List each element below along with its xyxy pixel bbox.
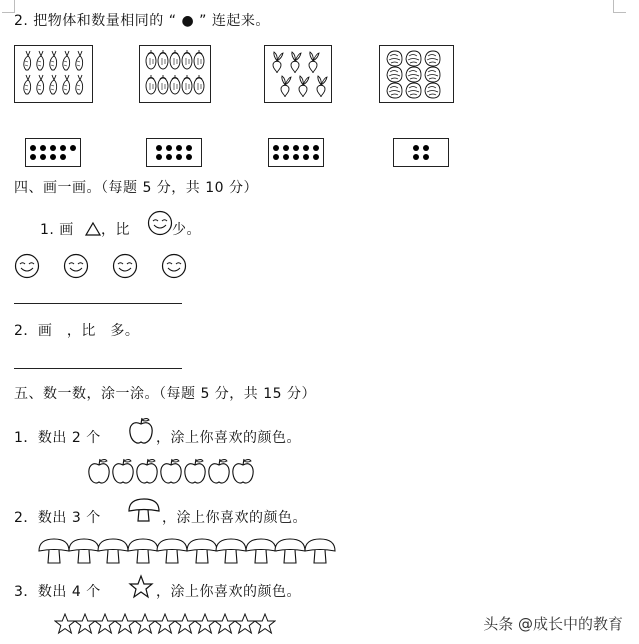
mushroom-row — [38, 537, 338, 567]
dot-group — [156, 145, 192, 160]
smiley-face-icon — [63, 253, 89, 279]
s5-q1-suffix: ，涂上你喜欢的颜色。 — [156, 430, 301, 446]
dot — [40, 154, 46, 160]
dot-box-2 — [146, 138, 202, 167]
s4-q1-end: 少。 — [172, 222, 201, 238]
radish-icon — [273, 52, 283, 73]
eggplant-icon — [158, 75, 168, 94]
mushroom-icon — [245, 537, 277, 567]
cabbage-icon — [406, 83, 421, 98]
radish-icon-group — [265, 46, 331, 102]
dot — [156, 154, 162, 160]
dot — [156, 145, 162, 151]
s4-q2-text: 2．画 ，比 多。 — [14, 323, 140, 339]
section5-header: 五、数一数，涂一涂。（每题 5 分，共 15 分） — [14, 386, 317, 402]
cabbage-icon — [406, 67, 421, 82]
radish-icon — [309, 52, 319, 73]
star-icon — [134, 613, 156, 635]
dot-group — [273, 145, 319, 160]
star-icon — [194, 613, 216, 635]
dot — [60, 154, 66, 160]
eggplant-icon — [170, 50, 180, 69]
crop-mark-top-right — [613, 0, 626, 13]
cabbage-icon — [406, 51, 421, 66]
carrot-icon — [76, 51, 83, 70]
radish-icon — [317, 76, 327, 97]
mushroom-icon — [274, 537, 306, 567]
dot — [186, 154, 192, 160]
mushroom-icon — [156, 537, 188, 567]
dot — [50, 154, 56, 160]
star-icon — [234, 613, 256, 635]
dot-group — [413, 145, 429, 160]
dot — [30, 145, 36, 151]
eggplant-icon — [146, 50, 156, 69]
apple-icon — [86, 456, 112, 486]
eggplant-icon — [182, 50, 192, 69]
carrot-icon — [50, 51, 57, 70]
smiley-row — [14, 253, 214, 279]
carrot-icon — [76, 75, 83, 94]
mushroom-icon — [127, 497, 161, 523]
smiley-face-icon — [112, 253, 138, 279]
mushroom-icon — [68, 537, 100, 567]
dot — [313, 145, 319, 151]
dot — [186, 145, 192, 151]
s5-q3-label: 3．数出 4 个 — [14, 584, 101, 600]
watermark: 头条 @成长中的教育 — [477, 611, 629, 636]
carrot-icon — [63, 51, 70, 70]
s5-q3-suffix: ，涂上你喜欢的颜色。 — [156, 584, 301, 600]
dot — [413, 145, 419, 151]
dot — [40, 145, 46, 151]
dot — [176, 145, 182, 151]
dot — [293, 154, 299, 160]
cabbage-icon — [387, 51, 402, 66]
eggplant-icon — [194, 50, 204, 69]
apple-icon — [127, 416, 155, 446]
dot-box-4 — [393, 138, 449, 167]
eggplant-icon — [158, 50, 168, 69]
carrot-icon — [63, 75, 70, 94]
cabbage-icon — [425, 51, 440, 66]
dot — [50, 145, 56, 151]
dot — [423, 154, 429, 160]
s4-q1-label: 1. 画 — [40, 222, 74, 238]
radish-icon — [299, 76, 309, 97]
eggplant-icon — [194, 75, 204, 94]
dot — [283, 154, 289, 160]
star-icon — [114, 613, 136, 635]
star-row — [54, 613, 284, 637]
section4-header: 四、画一画。（每题 5 分，共 10 分） — [14, 180, 259, 196]
apple-row — [86, 456, 286, 488]
mushroom-icon — [38, 537, 70, 567]
cabbage-icon-group — [380, 46, 453, 102]
star-icon — [54, 613, 76, 635]
cabbage-icon — [425, 67, 440, 82]
dot — [293, 145, 299, 151]
carrot-icon — [50, 75, 57, 94]
dot — [423, 145, 429, 151]
carrot-icon — [37, 51, 44, 70]
dot-box-1 — [25, 138, 81, 167]
star-icon — [174, 613, 196, 635]
s5-q2-suffix: ，涂上你喜欢的颜色。 — [162, 510, 307, 526]
dot — [303, 154, 309, 160]
cabbage-picture-box — [379, 45, 454, 103]
apple-icon — [134, 456, 160, 486]
s4-q1-mid: ，比 — [101, 222, 130, 238]
star-icon — [94, 613, 116, 635]
smiley-face-icon — [161, 253, 187, 279]
s5-q1-label: 1．数出 2 个 — [14, 430, 101, 446]
mushroom-icon — [186, 537, 218, 567]
apple-icon — [182, 456, 208, 486]
carrot-icon — [37, 75, 44, 94]
carrot-picture-box — [14, 45, 93, 103]
mushroom-icon — [215, 537, 247, 567]
mushroom-icon — [97, 537, 129, 567]
dot — [60, 145, 66, 151]
dot — [30, 154, 36, 160]
eggplant-icon — [170, 75, 180, 94]
answer-line-2[interactable] — [14, 368, 182, 369]
star-icon — [128, 574, 154, 600]
dot — [176, 154, 182, 160]
cabbage-icon — [425, 83, 440, 98]
cabbage-icon — [387, 67, 402, 82]
dot — [166, 145, 172, 151]
mushroom-icon — [127, 537, 159, 567]
dot — [273, 145, 279, 151]
eggplant-picture-box — [139, 45, 211, 103]
carrot-icon-group — [15, 46, 92, 102]
apple-icon — [230, 456, 256, 486]
star-icon — [74, 613, 96, 635]
q2-title: 2. 把物体和数量相同的 “ ● ” 连起来。 — [14, 13, 270, 29]
radish-icon — [281, 76, 291, 97]
dot-group — [30, 145, 76, 160]
s5-q2-label: 2．数出 3 个 — [14, 510, 101, 526]
carrot-icon — [24, 51, 31, 70]
eggplant-icon-group — [140, 46, 210, 102]
dot — [70, 145, 76, 151]
apple-icon — [206, 456, 232, 486]
eggplant-icon — [146, 75, 156, 94]
dot — [313, 154, 319, 160]
eggplant-icon — [182, 75, 192, 94]
star-icon — [154, 613, 176, 635]
smiley-face-icon — [14, 253, 40, 279]
dot — [273, 154, 279, 160]
smiley-face-icon — [147, 210, 173, 236]
dot — [413, 154, 419, 160]
star-icon — [214, 613, 236, 635]
dot-box-3 — [268, 138, 324, 167]
carrot-icon — [24, 75, 31, 94]
radish-picture-box — [264, 45, 332, 103]
dot — [283, 145, 289, 151]
cabbage-icon — [387, 83, 402, 98]
triangle-icon — [85, 221, 101, 237]
radish-icon — [291, 52, 301, 73]
star-icon — [254, 613, 276, 635]
answer-line-1[interactable] — [14, 303, 182, 304]
dot — [303, 145, 309, 151]
apple-icon — [158, 456, 184, 486]
dot — [166, 154, 172, 160]
mushroom-icon — [304, 537, 336, 567]
apple-icon — [110, 456, 136, 486]
